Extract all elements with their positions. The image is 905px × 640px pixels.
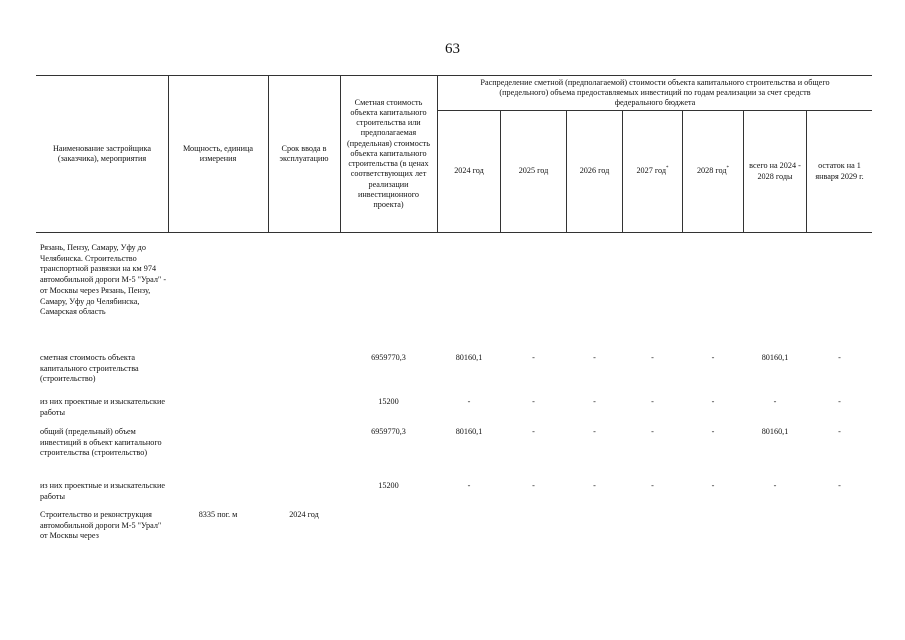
- col-divider: [806, 110, 807, 232]
- row-name: сметная стоимость объекта капитального строительства (строительство): [40, 353, 139, 384]
- col-divider: [168, 75, 169, 232]
- cell-2024: 80160,1: [455, 353, 483, 362]
- cell-estimate: 15200: [378, 481, 399, 490]
- cell-total: -: [773, 481, 777, 490]
- footnote-mark: *: [666, 166, 669, 172]
- header-year-2026: 2026 год: [579, 166, 610, 176]
- cell-estimate: 6959770,3: [371, 427, 406, 436]
- cell-2026: -: [593, 397, 596, 406]
- cell-term: 2024 год: [289, 510, 319, 519]
- cell-capacity: 8335 пог. м: [198, 510, 238, 519]
- col-divider: [743, 110, 744, 232]
- cell-2024: -: [467, 481, 471, 490]
- cell-2027: -: [651, 397, 654, 406]
- cell-2025: -: [532, 427, 535, 436]
- row-name: из них проектные и изыскательские работы: [40, 397, 165, 417]
- cell-2025: -: [532, 481, 535, 490]
- cell-2027: -: [651, 481, 654, 490]
- header-distribution: Распределение сметной (предполагаемой) стоимости объекта капитального строительства и общего (предельного) объема предоставляемых инвестиций по годам реализации за счет средств федерального бюджета: [480, 77, 830, 108]
- cell-2026: -: [593, 427, 596, 436]
- cell-2028: -: [711, 427, 715, 436]
- header-year-2027: 2027 год*: [636, 166, 669, 176]
- cell-remainder: -: [838, 481, 841, 490]
- cell-2026: -: [593, 353, 596, 362]
- header-term: Срок ввода в эксплуатацию: [279, 143, 329, 163]
- header-total: всего на 2024 - 2028 годы: [749, 161, 801, 181]
- row-name: из них проектные и изыскательские работы: [40, 481, 165, 501]
- cell-total: 80160,1: [761, 353, 789, 362]
- cell-2027: -: [651, 427, 654, 436]
- header-remainder: остаток на 1 января 2029 г.: [815, 161, 864, 181]
- header-name: Наименование застройщика (заказчика), мероприятия: [53, 143, 151, 163]
- page-number: 63: [445, 41, 460, 57]
- row-name: общий (предельный) объем инвестиций в объект капитального строительства (строительство): [40, 427, 162, 458]
- cell-2026: -: [593, 481, 596, 490]
- col-divider: [340, 75, 341, 232]
- cell-estimate: 15200: [378, 397, 399, 406]
- row-name: Строительство и реконструкция автомобильной дороги М-5 "Урал" от Москвы через: [40, 510, 162, 541]
- row-name: Рязань, Пензу, Самару, Уфу до Челябинска. Строительство транспортной развязки на км 974 автомобильной дороги М-5 "Урал" - от Москвы через Рязань, Пензу, Самару, Уфу до Челябинска, Самарская область: [40, 243, 167, 317]
- header-year-2025: 2025 год: [518, 166, 549, 176]
- cell-2028: -: [711, 353, 715, 362]
- cell-remainder: -: [838, 353, 841, 362]
- cell-total: 80160,1: [761, 427, 789, 436]
- header-year-2024: 2024 год: [454, 166, 484, 176]
- cell-2024: 80160,1: [455, 427, 483, 436]
- header-estimate: Сметная стоимость объекта капитального строительства или предполагаемая (предельная) стоимость объекта капитального строительства (в ценах соответствующих лет реализации инвестиционного проекта): [347, 97, 430, 209]
- cell-remainder: -: [838, 427, 841, 436]
- header-bottom-border: [36, 232, 872, 233]
- col-divider: [268, 75, 269, 232]
- cell-2025: -: [532, 353, 535, 362]
- cell-2027: -: [651, 353, 654, 362]
- header-capacity: Мощность, единица измерения: [182, 143, 254, 163]
- footnote-mark: *: [726, 166, 730, 172]
- header-year-2028: 2028 год*: [696, 166, 730, 176]
- cell-total: -: [773, 397, 777, 406]
- cell-2024: -: [467, 397, 471, 406]
- cell-2028: -: [711, 397, 715, 406]
- cell-2028: -: [711, 481, 715, 490]
- cell-2025: -: [532, 397, 535, 406]
- cell-remainder: -: [838, 397, 841, 406]
- cell-estimate: 6959770,3: [371, 353, 406, 362]
